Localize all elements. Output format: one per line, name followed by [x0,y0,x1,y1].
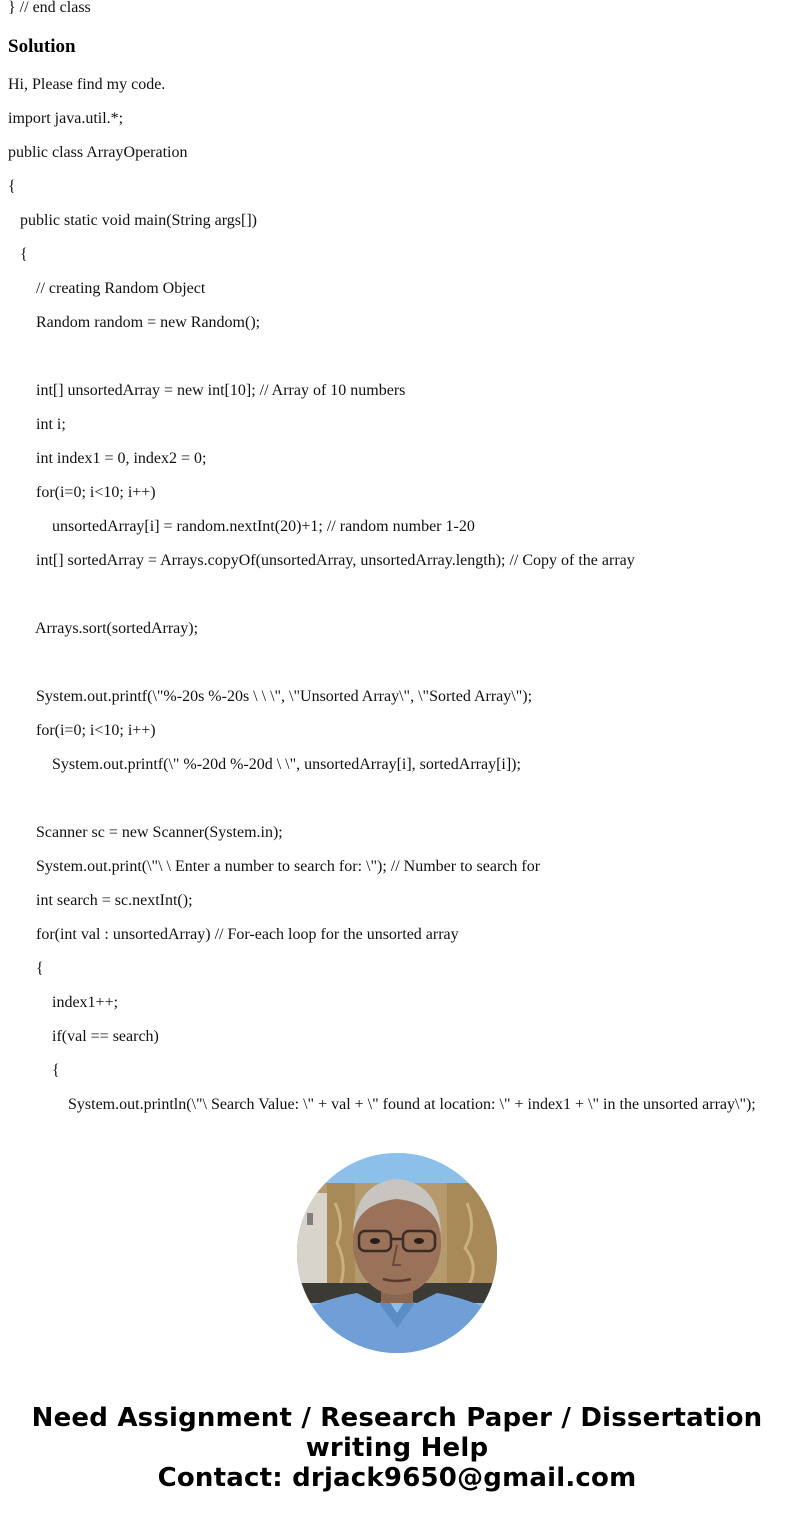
code-line: public class ArrayOperation [8,144,188,161]
code-line: for(i=0; i<10; i++) [36,484,156,501]
code-line: int search = sc.nextInt(); [36,892,193,909]
code-line: Random random = new Random(); [36,314,261,331]
code-line: unsortedArray[i] = random.nextInt(20)+1; // random number 1-20 [52,518,475,535]
code-line: int i; [36,416,66,433]
code-line: index1++; [52,994,119,1011]
intro-text: Hi, Please find my code. [8,76,166,93]
code-line: System.out.printf(\" %-20d %-20d \ \", unsortedArray[i], sortedArray[i]); [52,756,521,773]
code-line: // creating Random Object [36,280,206,297]
code-line: import java.util.*; [8,110,124,127]
promo-line-2: writing Help [305,1433,489,1463]
promo-contact-line: Contact: drjack9650@gmail.com [157,1463,637,1493]
code-line: Scanner sc = new Scanner(System.in); [36,824,283,841]
promo-line-1: Need Assignment / Research Paper / Dissertation [31,1403,763,1433]
solution-heading: Solution [8,36,76,57]
code-line: { [52,1062,60,1079]
code-line: int[] sortedArray = Arrays.copyOf(unsortedArray, unsortedArray.length); // Copy of the array [36,552,635,569]
code-line: { [20,246,28,263]
code-line: System.out.println(\"\ Search Value: \" + val + \" found at location: \" + index1 + \" in the unsorted array\"); [68,1096,756,1113]
code-line: for(int val : unsortedArray) // For-each loop for the unsorted array [36,926,459,943]
code-line: if(val == search) [52,1028,159,1045]
code-line: { [8,178,16,195]
code-line: System.out.print(\"\ \ Enter a number to search for: \"); // Number to search for [36,858,541,875]
code-line: { [36,960,44,977]
code-line: public static void main(String args[]) [20,212,257,229]
avatar-photo-icon [297,1153,497,1353]
previous-code-tail: } // end class [8,0,91,16]
author-avatar [297,1153,497,1353]
code-line: Arrays.sort(sortedArray); [35,620,199,637]
code-line: int[] unsortedArray = new int[10]; // Array of 10 numbers [36,382,406,399]
code-line: int index1 = 0, index2 = 0; [36,450,207,467]
promo-banner [0,1403,794,1493]
code-line: System.out.printf(\"%-20s %-20s \ \ \", \"Unsorted Array\", \"Sorted Array\"); [36,688,533,705]
code-line: for(i=0; i<10; i++) [36,722,156,739]
